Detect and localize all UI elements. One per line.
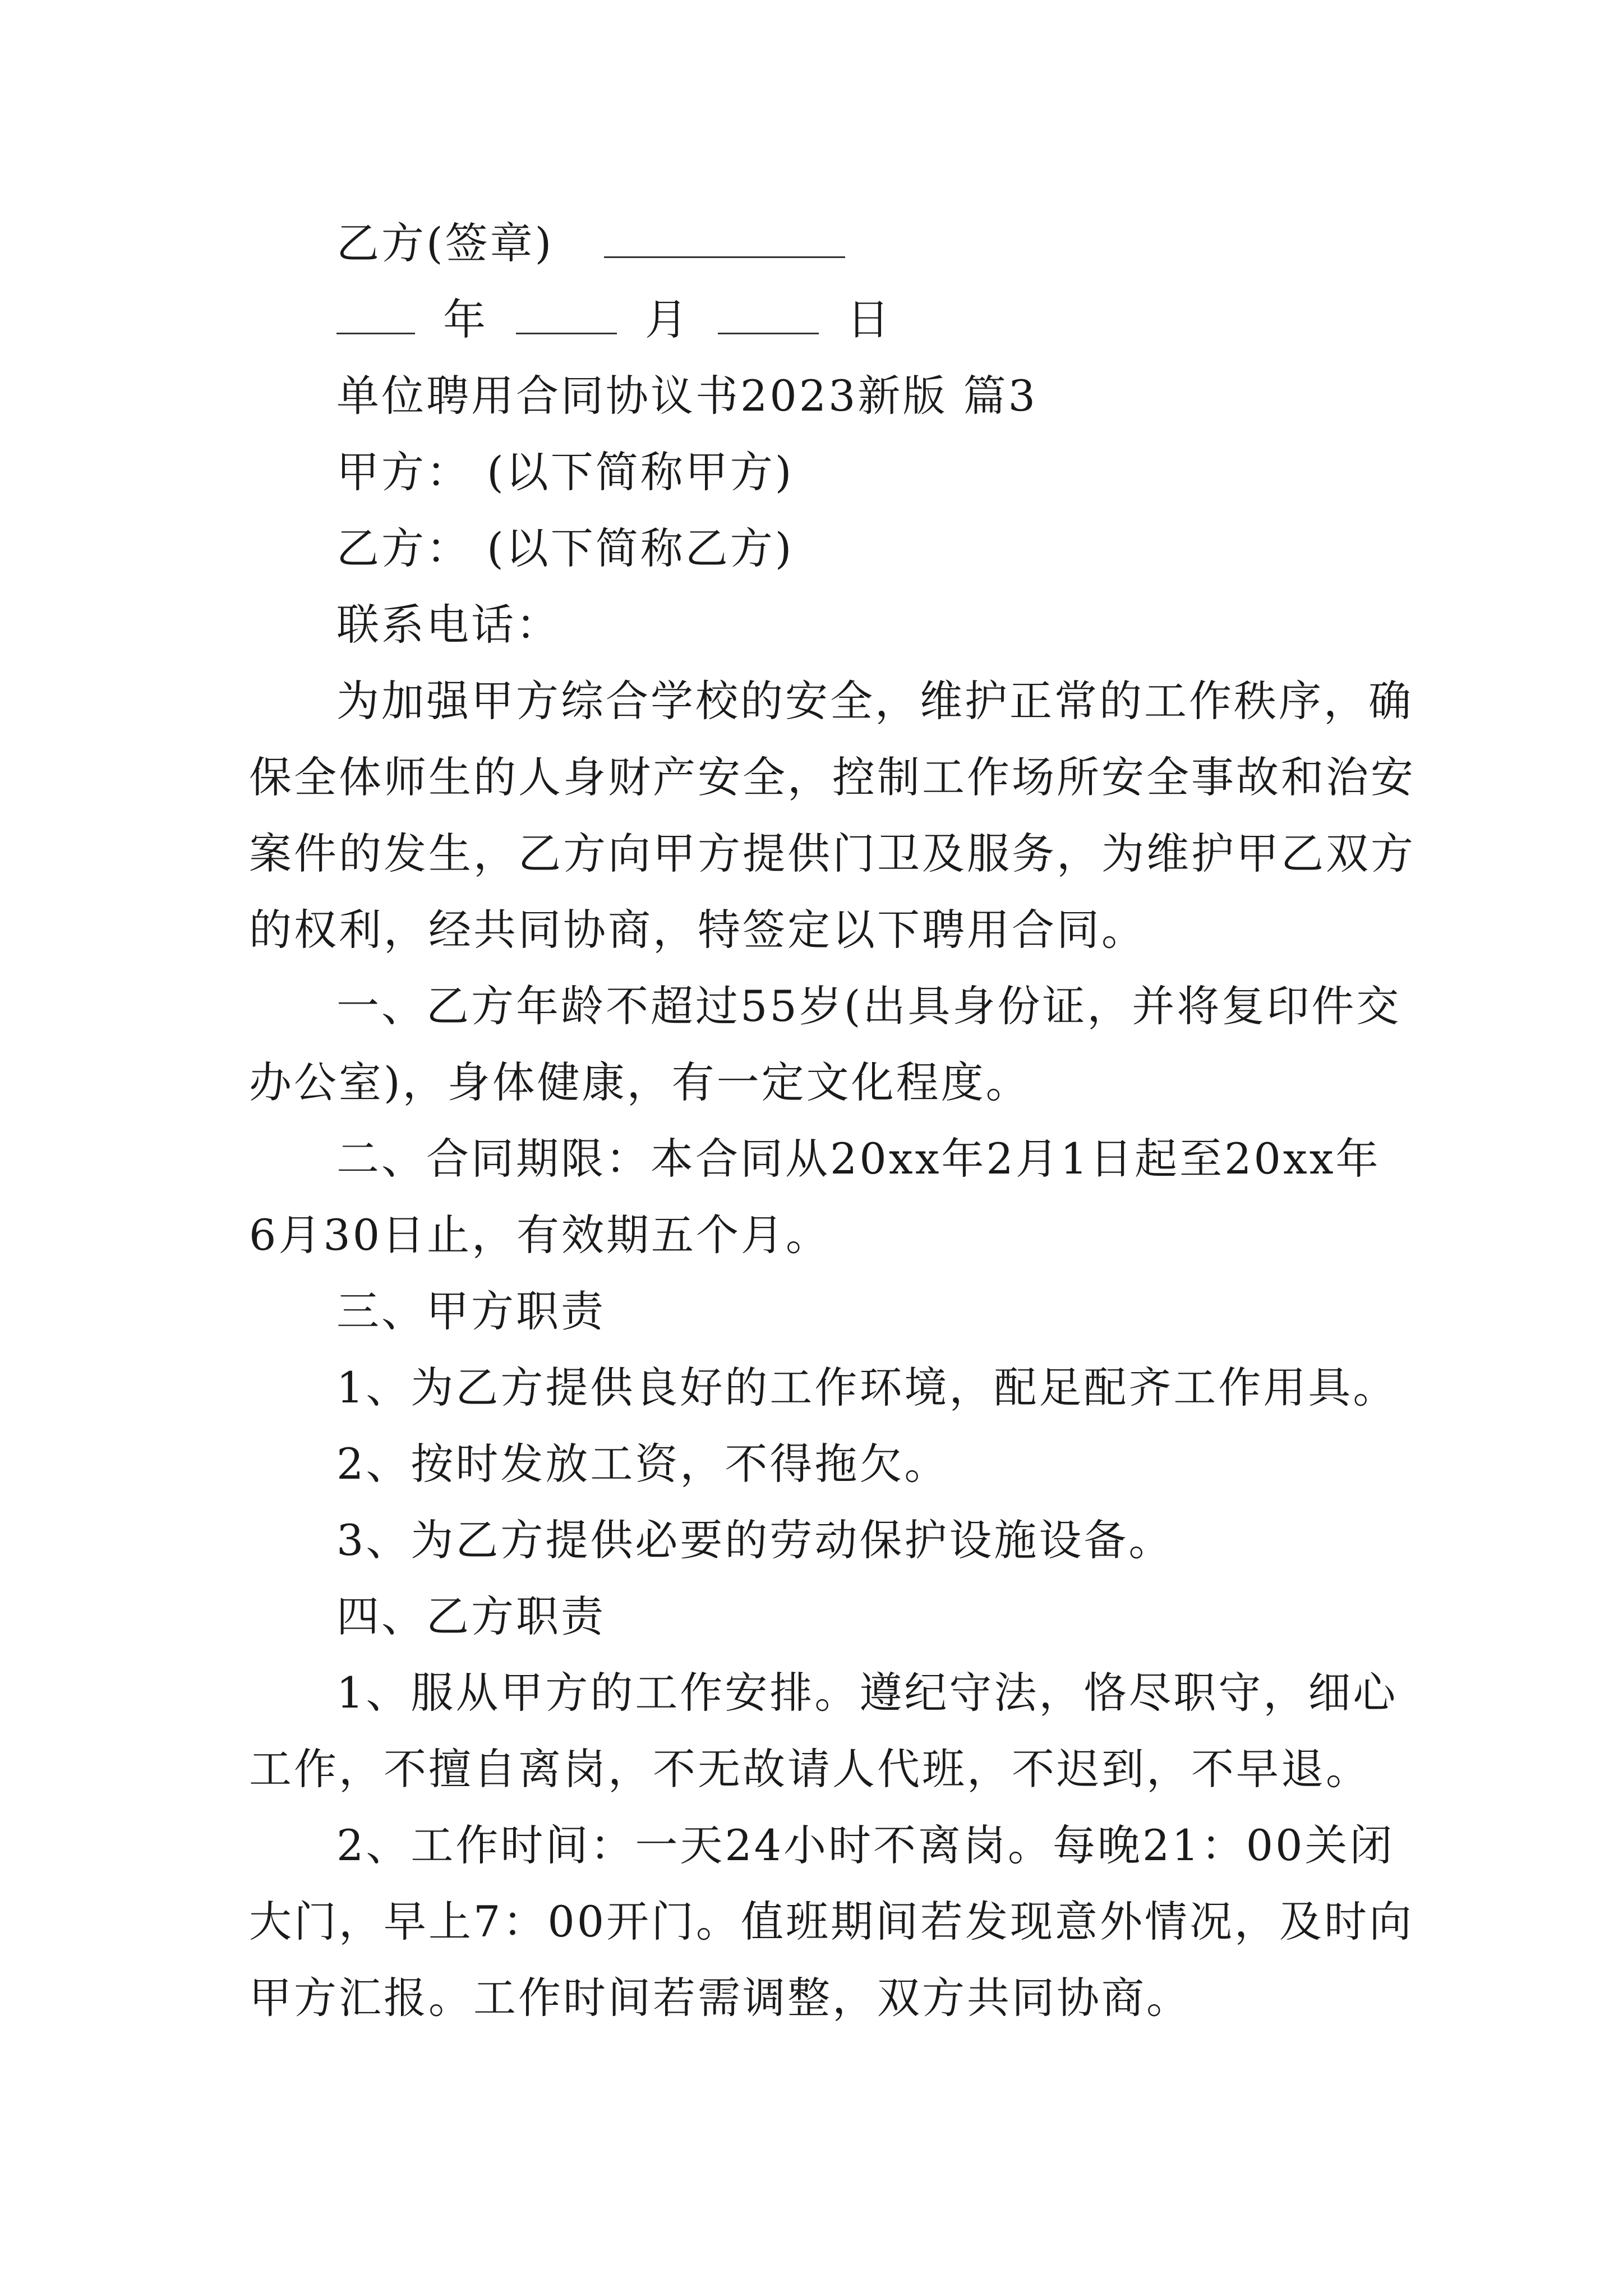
- item4-2-line-2: 大门，早上7：00开门。值班期间若发现意外情况，及时向: [249, 1897, 1414, 1947]
- intro-line-1: 为加强甲方综合学校的安全，维护正常的工作秩序，确: [336, 676, 1413, 726]
- month-blank: [516, 299, 617, 334]
- intro-line-4: 的权利，经共同协商，特签定以下聘用合同。: [249, 905, 1146, 955]
- item1-line-1: 一、乙方年龄不超过55岁(出具身份证，并将复印件交: [336, 981, 1401, 1031]
- item4-2-line-3: 甲方汇报。工作时间若需调整，双方共同协商。: [249, 1973, 1191, 2023]
- item3-list-2: 2、按时发放工资，不得拖欠。: [336, 1439, 949, 1489]
- item4-1-line-1: 1、服从甲方的工作安排。遵纪守法，恪尽职守，细心: [336, 1668, 1398, 1718]
- party-a-line: 甲方： (以下简称甲方): [336, 447, 794, 497]
- item4-2-line-1: 2、工作时间：一天24小时不离岗。每晚21：00关闭: [336, 1820, 1395, 1870]
- year-label: 年: [443, 295, 488, 344]
- signature-blank: [604, 223, 845, 258]
- item4-title: 四、乙方职责: [336, 1591, 606, 1641]
- phone-line: 联系电话：: [336, 600, 561, 650]
- document-heading: 单位聘用合同协议书2023新版 篇3: [336, 371, 1038, 421]
- item3-list-1: 1、为乙方提供良好的工作环境，配足配齐工作用具。: [336, 1363, 1398, 1412]
- item1-line-2: 办公室)，身体健康，有一定文化程度。: [249, 1057, 1031, 1107]
- intro-line-3: 案件的发生，乙方向甲方提供门卫及服务，为维护甲乙双方: [249, 829, 1415, 878]
- item3-title: 三、甲方职责: [336, 1286, 606, 1336]
- item2-line-1: 二、合同期限：本合同从20xx年2月1日起至20xx年: [336, 1134, 1381, 1184]
- party-b-sign-label: 乙方(签章): [336, 218, 554, 268]
- year-blank: [336, 299, 415, 334]
- item4-1-line-2: 工作，不擅自离岗，不无故请人代班，不迟到，不早退。: [249, 1744, 1371, 1794]
- month-label: 月: [645, 295, 690, 344]
- date-line: [336, 295, 1475, 344]
- party-b-signature-line: [336, 218, 1475, 268]
- item3-list-3: 3、为乙方提供必要的劳动保护设施设备。: [336, 1515, 1174, 1565]
- intro-line-2: 保全体师生的人身财产安全，控制工作场所安全事故和治安: [249, 752, 1415, 802]
- party-b-line: 乙方： (以下简称乙方): [336, 523, 794, 573]
- day-blank: [718, 299, 819, 334]
- day-label: 日: [847, 295, 892, 344]
- item2-line-2: 6月30日止，有效期五个月。: [249, 1210, 831, 1260]
